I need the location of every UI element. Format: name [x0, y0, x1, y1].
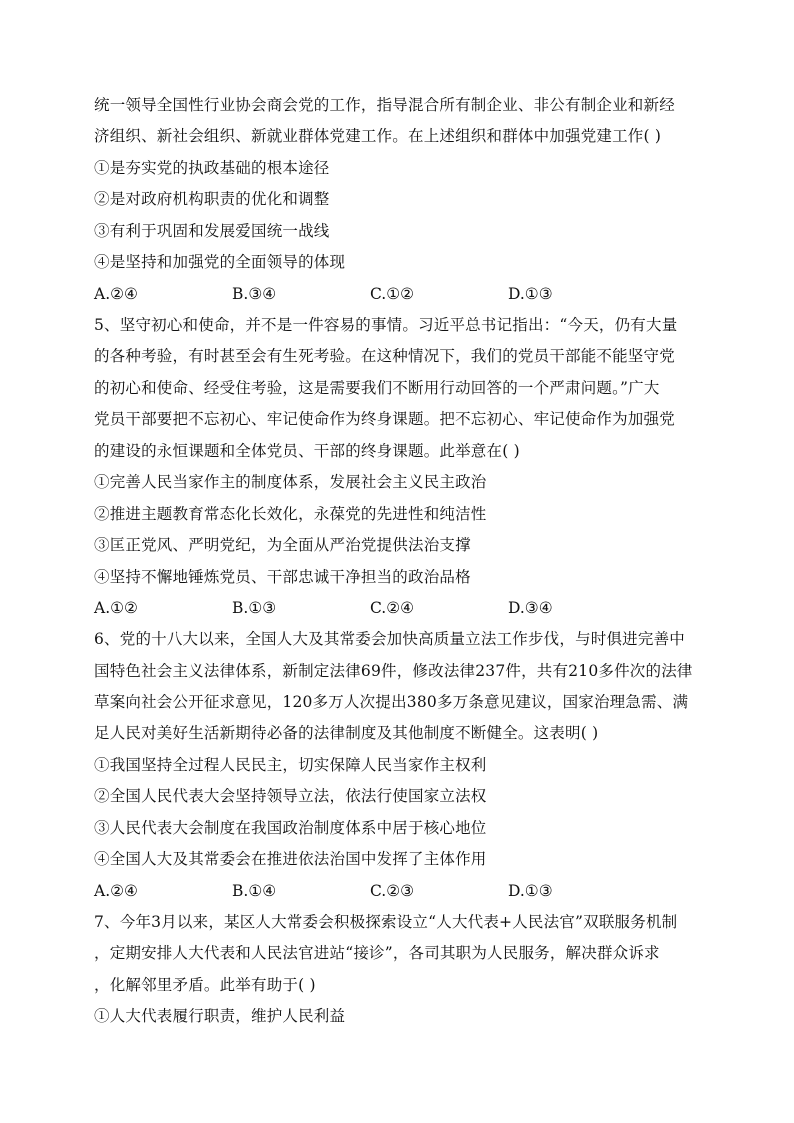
q5-stem-line-5: 的建设的永恒课题和全体党员、干部的终身课题。此举意在( ) [94, 442, 520, 460]
q7-stem-line-2: ，定期安排人大代表和人民法官进站“接诊”，各司其职为人民服务，解决群众诉求 [94, 944, 660, 962]
q6-options [94, 881, 694, 901]
q5-option-c[interactable]: C.②④ [370, 599, 415, 617]
q6-option-c[interactable]: C.②③ [370, 882, 415, 900]
q7-statement-1: ①人大代表履行职责，维护人民利益 [94, 1007, 346, 1025]
q5-option-d[interactable]: D.③④ [508, 599, 553, 617]
q5-statement-2: ②推进主题教育常态化长效化，永葆党的先进性和纯洁性 [94, 505, 487, 523]
q4-stem-line-2: 济组织、新社会组织、新就业群体党建工作。在上述组织和群体中加强党建工作( ) [94, 127, 662, 145]
q5-stem-line-2: 的各种考验，有时甚至会有生死考验。在这种情况下，我们的党员干部能不能坚守党 [94, 347, 675, 365]
q5-statement-4: ④坚持不懈地锤炼党员、干部忠诚干净担当的政治品格 [94, 568, 471, 586]
q6-option-a[interactable]: A.②④ [94, 882, 138, 900]
q5-stem-line-1: 5、坚守初心和使命，并不是一件容易的事情。习近平总书记指出：“今天，仍有大量 [94, 316, 678, 334]
q5-statement-1: ①完善人民当家作主的制度体系，发展社会主义民主政治 [94, 473, 487, 491]
q4-statement-2: ②是对政府机构职责的优化和调整 [94, 190, 330, 208]
q6-statement-1: ①我国坚持全过程人民民主，切实保障人民当家作主权利 [94, 756, 487, 774]
q4-options [94, 284, 694, 304]
q4-option-a[interactable]: A.②④ [94, 285, 138, 303]
q5-options [94, 598, 694, 618]
q5-option-b[interactable]: B.①③ [232, 599, 277, 617]
q6-statement-2: ②全国人民代表大会坚持领导立法，依法行使国家立法权 [94, 787, 487, 805]
q6-stem-line-3: 草案向社会公开征求意见，120多万人次提出380多万条意见建议，国家治理急需、满 [94, 693, 689, 711]
q5-option-a[interactable]: A.①② [94, 599, 138, 617]
q7-stem-line-1: 7、今年3月以来，某区人大常委会积极探索设立“人大代表+人民法官”双联服务机制 [94, 913, 678, 931]
q6-option-d[interactable]: D.①③ [508, 882, 553, 900]
q5-stem-line-3: 的初心和使命、经受住考验，这是需要我们不断用行动回答的一个严肃问题。”广大 [94, 379, 660, 397]
q6-stem-line-2: 国特色社会主义法律体系，新制定法律69件，修改法律237件，共有210多件次的法律 [94, 662, 693, 680]
q4-option-b[interactable]: B.③④ [232, 285, 277, 303]
q4-option-c[interactable]: C.①② [370, 285, 415, 303]
q6-option-b[interactable]: B.①④ [232, 882, 277, 900]
q5-statement-3: ③匡正党风、严明党纪，为全面从严治党提供法治支撑 [94, 536, 471, 554]
q6-stem-line-4: 足人民对美好生活新期待必备的法律制度及其他制度不断健全。这表明( ) [94, 724, 599, 742]
q5-stem-line-4: 党员干部要把不忘初心、牢记使命作为终身课题。把不忘初心、牢记使命作为加强党 [94, 410, 675, 428]
q6-statement-3: ③人民代表大会制度在我国政治制度体系中居于核心地位 [94, 819, 487, 837]
q7-stem-line-3: ，化解邻里矛盾。此举有助于( ) [94, 976, 316, 994]
q4-option-d[interactable]: D.①③ [508, 285, 553, 303]
q4-statement-3: ③有利于巩固和发展爱国统一战线 [94, 222, 330, 240]
q4-stem-line-1: 统一领导全国性行业协会商会党的工作，指导混合所有制企业、非公有制企业和新经 [94, 96, 675, 114]
q6-stem-line-1: 6、党的十八大以来，全国人大及其常委会加快高质量立法工作步伐，与时俱进完善中 [94, 630, 685, 648]
q4-statement-4: ④是坚持和加强党的全面领导的体现 [94, 253, 346, 271]
q4-statement-1: ①是夯实党的执政基础的根本途径 [94, 159, 330, 177]
q6-statement-4: ④全国人大及其常委会在推进依法治国中发挥了主体作用 [94, 850, 487, 868]
